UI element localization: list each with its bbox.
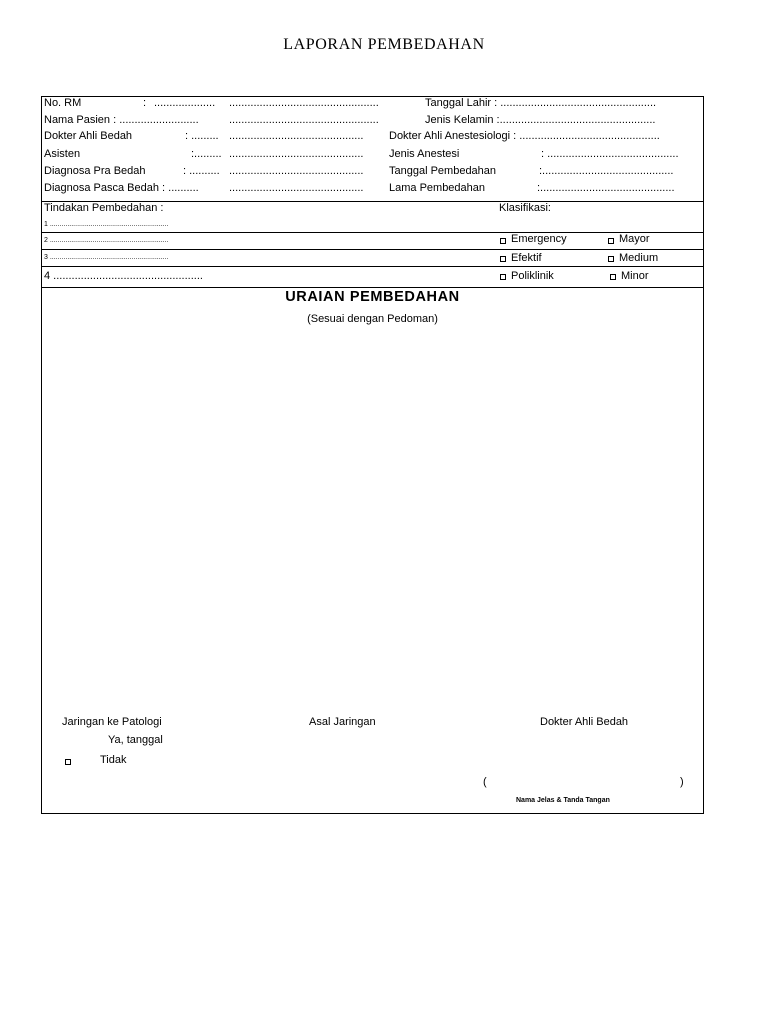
dokter-bedah-field[interactable]: : ......... xyxy=(185,130,219,142)
jaringan-patologi-label: Jaringan ke Patologi xyxy=(62,716,162,728)
option-minor-label: Minor xyxy=(621,270,649,282)
asisten-field[interactable]: :......... xyxy=(191,148,222,160)
asisten-label: Asisten xyxy=(44,148,81,160)
tanggal-pembedahan-field[interactable]: :........................................... xyxy=(539,165,674,177)
tindakan-item-4[interactable]: 4 ................................................. xyxy=(44,270,203,282)
signature-label: Nama Jelas & Tanda Tangan xyxy=(516,797,610,804)
option-poliklinik-label: Poliklinik xyxy=(511,270,554,282)
lama-pembedahan-field[interactable]: :............................................ xyxy=(537,182,675,194)
divider xyxy=(42,249,703,250)
option-efektif-label: Efektif xyxy=(511,252,542,264)
checkbox-minor[interactable] xyxy=(610,274,616,280)
tindakan-item-1[interactable]: 1 ............................................................. xyxy=(44,221,169,228)
tanggal-pembedahan-label: Tanggal Pembedahan xyxy=(389,165,497,177)
paren-open: ( xyxy=(483,776,487,788)
tidak-label: Tidak xyxy=(100,754,127,766)
divider xyxy=(42,287,703,288)
option-mayor-label: Mayor xyxy=(619,233,650,245)
paren-close: ) xyxy=(680,776,684,788)
checkbox-efektif[interactable] xyxy=(500,256,506,262)
dokter-anestesi-field[interactable]: Dokter Ahli Anestesiologi : .............................................. xyxy=(389,130,660,142)
tindakan-label: Tindakan Pembedahan : xyxy=(44,202,164,214)
uraian-heading: URAIAN PEMBEDAHAN xyxy=(285,289,460,305)
asal-jaringan-label: Asal Jaringan xyxy=(309,716,376,728)
jenis-kelamin-field[interactable]: Jenis Kelamin :................................................... xyxy=(425,114,656,126)
nama-pasien-field[interactable]: Nama Pasien : .......................... xyxy=(44,114,199,126)
checkbox-poliklinik[interactable] xyxy=(500,274,506,280)
checkbox-medium[interactable] xyxy=(608,256,614,262)
checkbox-mayor[interactable] xyxy=(608,238,614,244)
jenis-anestesi-label: Jenis Anestesi xyxy=(389,148,460,160)
diagnosa-pra-field-2[interactable]: ............................................ xyxy=(229,165,364,177)
document-title: LAPORAN PEMBEDAHAN xyxy=(283,36,485,53)
no-rm-colon: : xyxy=(143,97,147,109)
no-rm-label: No. RM xyxy=(44,97,82,109)
tanggal-lahir-field[interactable]: Tanggal Lahir : ................................................... xyxy=(425,97,657,109)
no-rm-field-2[interactable]: ................................................. xyxy=(229,97,379,109)
ya-tanggal-label: Ya, tanggal xyxy=(108,734,163,746)
checkbox-emergency[interactable] xyxy=(500,238,506,244)
dokter-bedah-label: Dokter Ahli Bedah xyxy=(44,130,133,142)
surgery-report-form xyxy=(41,96,704,814)
divider xyxy=(42,266,703,267)
checkbox-tidak[interactable] xyxy=(65,759,71,765)
asisten-field-2[interactable]: ............................................ xyxy=(229,148,364,160)
lama-pembedahan-label: Lama Pembedahan xyxy=(389,182,486,194)
klasifikasi-label: Klasifikasi: xyxy=(499,202,551,214)
diagnosa-pra-label: Diagnosa Pra Bedah xyxy=(44,165,146,177)
diagnosa-pasca-field[interactable]: Diagnosa Pasca Bedah : .......... xyxy=(44,182,199,194)
dokter-bedah-signature-label: Dokter Ahli Bedah xyxy=(540,716,629,728)
jenis-anestesi-field[interactable]: : ........................................... xyxy=(541,148,679,160)
dokter-bedah-field-2[interactable]: ............................................ xyxy=(229,130,364,142)
nama-pasien-field-2[interactable]: ................................................. xyxy=(229,114,379,126)
diagnosa-pra-field[interactable]: : .......... xyxy=(183,165,220,177)
option-medium-label: Medium xyxy=(619,252,659,264)
uraian-subheading: (Sesuai dengan Pedoman) xyxy=(307,313,438,325)
no-rm-field[interactable]: .................... xyxy=(154,97,216,109)
diagnosa-pasca-field-2[interactable]: ............................................ xyxy=(229,182,364,194)
option-emergency-label: Emergency xyxy=(511,233,567,245)
tindakan-item-2[interactable]: 2 ............................................................. xyxy=(44,237,169,244)
divider xyxy=(42,232,703,233)
tindakan-item-3[interactable]: 3 ............................................................. xyxy=(44,254,169,261)
